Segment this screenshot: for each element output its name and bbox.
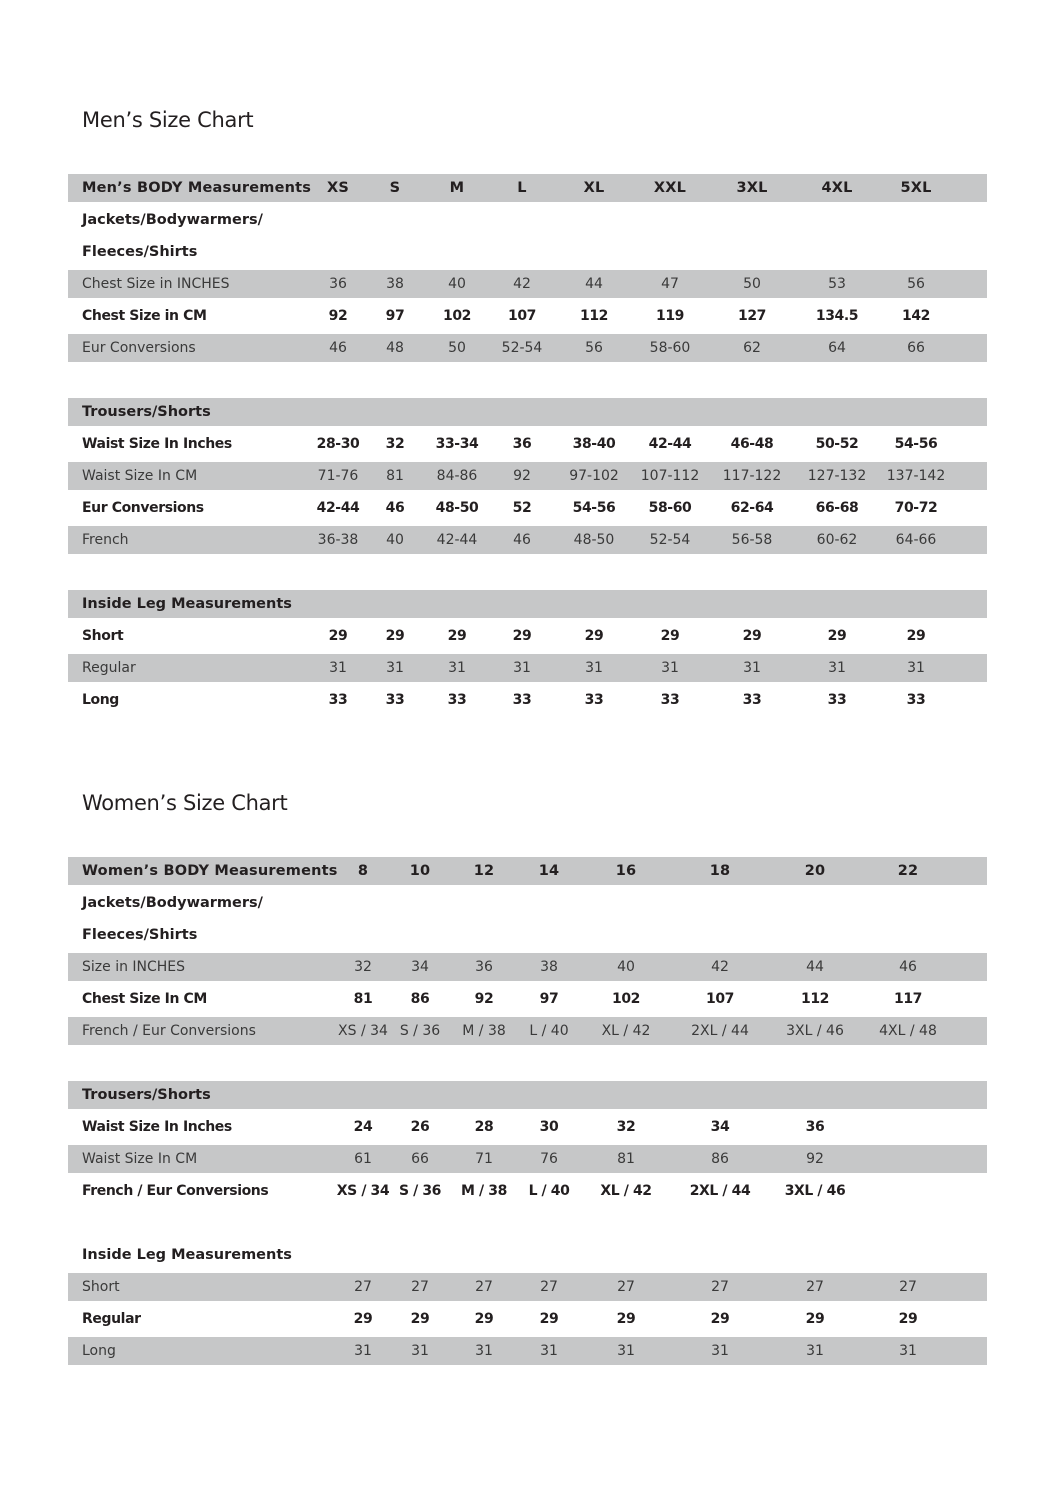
cell: 56-58 [731, 532, 773, 548]
cell: 84-86 [436, 468, 478, 484]
cell: 119 [655, 308, 685, 324]
cell: 52-54 [649, 532, 691, 548]
cell: 40 [448, 276, 466, 292]
row-label: Waist Size In CM [82, 1151, 198, 1167]
womens-header-label: Women’s BODY Measurements [82, 863, 338, 879]
cell: 27 [617, 1279, 635, 1295]
cell: 34 [710, 1119, 730, 1135]
cell: 33 [742, 692, 762, 708]
cell: 38 [386, 276, 404, 292]
cell: 40 [617, 959, 635, 975]
cell: 3XL / 46 [784, 1183, 846, 1199]
cell: 64 [828, 340, 846, 356]
cell: 92 [328, 308, 348, 324]
cell: 31 [354, 1343, 372, 1359]
cell: 2XL / 44 [691, 1023, 749, 1039]
cell: 81 [386, 468, 404, 484]
cell: 27 [711, 1279, 729, 1295]
row-label: Size in INCHES [82, 959, 186, 975]
cell: 29 [447, 628, 467, 644]
cell: 29 [660, 628, 680, 644]
mens-inside-leg-section-heading [68, 590, 987, 618]
cell: 46 [899, 959, 917, 975]
cell: 33-34 [435, 436, 479, 452]
cell: 29 [474, 1311, 494, 1327]
cell: XL / 42 [600, 1183, 652, 1199]
cell: 29 [827, 628, 847, 644]
womens-chart-title: Women’s Size Chart [82, 791, 288, 815]
table-row [68, 1113, 987, 1141]
cell: 31 [540, 1343, 558, 1359]
cell: 58-60 [649, 340, 691, 356]
size-col-header: XS [326, 180, 350, 196]
row-label: Eur Conversions [82, 340, 196, 356]
cell: 61 [354, 1151, 372, 1167]
cell: 31 [585, 660, 603, 676]
cell: 32 [385, 436, 405, 452]
cell: M / 38 [462, 1023, 506, 1039]
cell: 36 [329, 276, 347, 292]
row-label: Chest Size in INCHES [82, 276, 230, 292]
cell: 31 [513, 660, 531, 676]
row-label: French / Eur Conversions [82, 1023, 256, 1039]
cell: 31 [899, 1343, 917, 1359]
cell: 92 [474, 991, 494, 1007]
cell: 66-68 [815, 500, 859, 516]
cell: 29 [898, 1311, 918, 1327]
cell: 33 [447, 692, 467, 708]
size-col-header: 10 [409, 863, 431, 879]
cell: 81 [617, 1151, 635, 1167]
cell: 97 [385, 308, 405, 324]
size-col-header: 22 [897, 863, 919, 879]
cell: 33 [660, 692, 680, 708]
cell: 27 [354, 1279, 372, 1295]
cell: 71-76 [317, 468, 359, 484]
cell: 127-132 [807, 468, 867, 484]
cell: 36-38 [317, 532, 359, 548]
cell: 31 [907, 660, 925, 676]
cell: 134.5 [815, 308, 859, 324]
cell: 31 [711, 1343, 729, 1359]
cell: 3XL / 46 [786, 1023, 844, 1039]
size-col-header: 16 [615, 863, 637, 879]
table-row [68, 985, 987, 1013]
table-row [68, 1177, 987, 1205]
size-col-header: 4XL [821, 180, 853, 196]
cell: 31 [448, 660, 466, 676]
cell: 29 [385, 628, 405, 644]
cell: L / 40 [528, 1183, 570, 1199]
cell: 47 [661, 276, 679, 292]
cell: 50 [448, 340, 466, 356]
section-heading: Jackets/Bodywarmers/ [82, 212, 263, 228]
table-row [68, 462, 987, 490]
table-row [68, 622, 987, 650]
cell: 29 [539, 1311, 559, 1327]
cell: 50-52 [815, 436, 859, 452]
cell: 92 [806, 1151, 824, 1167]
cell: 42-44 [316, 500, 360, 516]
cell: 38 [540, 959, 558, 975]
cell: 117-122 [722, 468, 782, 484]
cell: 48-50 [573, 532, 615, 548]
cell: 137-142 [886, 468, 946, 484]
size-col-header: XL [583, 180, 605, 196]
cell: 28 [474, 1119, 494, 1135]
womens-jackets-section-heading-2 [68, 921, 987, 949]
table-row [68, 1273, 987, 1301]
cell: 102 [442, 308, 472, 324]
cell: M / 38 [461, 1183, 507, 1199]
cell: 34 [411, 959, 429, 975]
cell: 42-44 [648, 436, 692, 452]
cell: 24 [353, 1119, 373, 1135]
row-label: French / Eur Conversions [82, 1183, 269, 1199]
cell: 42 [711, 959, 729, 975]
cell: 112 [579, 308, 609, 324]
size-col-header: L [517, 180, 527, 196]
cell: 29 [710, 1311, 730, 1327]
cell: 107 [705, 991, 735, 1007]
cell: 31 [386, 660, 404, 676]
cell: 31 [329, 660, 347, 676]
cell: XL / 42 [601, 1023, 651, 1039]
cell: 86 [711, 1151, 729, 1167]
cell: 117 [893, 991, 923, 1007]
womens-trousers-section-heading [68, 1081, 987, 1109]
size-col-header: XXL [653, 180, 687, 196]
cell: 42 [513, 276, 531, 292]
cell: 66 [907, 340, 925, 356]
cell: 33 [906, 692, 926, 708]
cell: 36 [475, 959, 493, 975]
table-row [68, 1017, 987, 1045]
table-row [68, 334, 987, 362]
cell: 66 [411, 1151, 429, 1167]
row-label: Regular [82, 1311, 141, 1327]
table-row [68, 1305, 987, 1333]
cell: 52 [512, 500, 532, 516]
cell: 29 [584, 628, 604, 644]
row-label: Regular [82, 660, 136, 676]
table-row [68, 270, 987, 298]
cell: 97-102 [569, 468, 619, 484]
cell: 102 [611, 991, 641, 1007]
cell: 31 [806, 1343, 824, 1359]
cell: 29 [328, 628, 348, 644]
cell: 107-112 [640, 468, 700, 484]
cell: 33 [328, 692, 348, 708]
cell: 29 [616, 1311, 636, 1327]
cell: 62-64 [730, 500, 774, 516]
cell: 28-30 [316, 436, 360, 452]
cell: 36 [805, 1119, 825, 1135]
mens-header-row [68, 174, 987, 202]
row-label: Eur Conversions [82, 500, 204, 516]
table-row [68, 953, 987, 981]
size-col-header: 14 [538, 863, 560, 879]
cell: 29 [805, 1311, 825, 1327]
row-label: Short [82, 1279, 120, 1295]
row-label: Waist Size In CM [82, 468, 198, 484]
cell: 27 [899, 1279, 917, 1295]
section-heading: Trousers/Shorts [82, 404, 211, 420]
cell: 27 [475, 1279, 493, 1295]
table-row [68, 526, 987, 554]
section-heading: Jackets/Bodywarmers/ [82, 895, 263, 911]
cell: 52-54 [501, 340, 543, 356]
table-row [68, 302, 987, 330]
cell: 56 [585, 340, 603, 356]
row-label: French [82, 532, 129, 548]
mens-jackets-section-heading [68, 206, 987, 234]
cell: 48-50 [435, 500, 479, 516]
cell: 62 [743, 340, 761, 356]
cell: 30 [539, 1119, 559, 1135]
table-row [68, 430, 987, 458]
cell: 42-44 [436, 532, 478, 548]
cell: 38-40 [572, 436, 616, 452]
cell: 56 [907, 276, 925, 292]
size-col-header: 8 [357, 863, 369, 879]
table-row [68, 1337, 987, 1365]
cell: 46 [385, 500, 405, 516]
mens-chart-title: Men’s Size Chart [82, 108, 254, 132]
cell: XS / 34 [336, 1183, 390, 1199]
cell: 31 [475, 1343, 493, 1359]
cell: 31 [828, 660, 846, 676]
cell: 86 [410, 991, 430, 1007]
table-row [68, 1145, 987, 1173]
womens-header-row [68, 857, 987, 885]
cell: 40 [386, 532, 404, 548]
cell: 127 [737, 308, 767, 324]
mens-trousers-section-heading [68, 398, 987, 426]
section-heading: Fleeces/Shirts [82, 244, 198, 260]
cell: 142 [901, 308, 931, 324]
cell: L / 40 [529, 1023, 569, 1039]
row-label: Short [82, 628, 124, 644]
size-col-header: 18 [709, 863, 731, 879]
cell: 29 [906, 628, 926, 644]
mens-header-label: Men’s BODY Measurements [82, 180, 312, 196]
cell: 54-56 [572, 500, 616, 516]
table-row [68, 654, 987, 682]
cell: 27 [540, 1279, 558, 1295]
cell: 46 [513, 532, 531, 548]
size-col-header: 5XL [900, 180, 932, 196]
cell: 107 [507, 308, 537, 324]
cell: 29 [353, 1311, 373, 1327]
cell: 33 [385, 692, 405, 708]
cell: 26 [410, 1119, 430, 1135]
cell: 36 [512, 436, 532, 452]
section-heading: Trousers/Shorts [82, 1087, 211, 1103]
cell: 31 [411, 1343, 429, 1359]
row-label: Chest Size in CM [82, 308, 207, 324]
cell: 31 [743, 660, 761, 676]
cell: 81 [353, 991, 373, 1007]
cell: 50 [743, 276, 761, 292]
cell: 2XL / 44 [689, 1183, 751, 1199]
row-label: Long [82, 1343, 116, 1359]
cell: 70-72 [894, 500, 938, 516]
cell: 29 [512, 628, 532, 644]
section-heading: Fleeces/Shirts [82, 927, 198, 943]
cell: 46 [329, 340, 347, 356]
mens-jackets-section-heading-2 [68, 238, 987, 266]
womens-inside-leg-section-heading [68, 1241, 987, 1269]
row-label: Long [82, 692, 119, 708]
cell: 46-48 [730, 436, 774, 452]
cell: 44 [806, 959, 824, 975]
cell: S / 36 [399, 1023, 441, 1039]
size-col-header: 3XL [736, 180, 768, 196]
cell: 44 [585, 276, 603, 292]
womens-jackets-section-heading [68, 889, 987, 917]
size-col-header: 20 [804, 863, 826, 879]
table-row [68, 494, 987, 522]
size-col-header: M [449, 180, 465, 196]
cell: 97 [539, 991, 559, 1007]
cell: 29 [742, 628, 762, 644]
cell: 29 [410, 1311, 430, 1327]
table-row [68, 686, 987, 714]
row-label: Chest Size In CM [82, 991, 207, 1007]
row-label: Waist Size In Inches [82, 1119, 232, 1135]
cell: 31 [661, 660, 679, 676]
cell: 76 [540, 1151, 558, 1167]
cell: 92 [513, 468, 531, 484]
row-label: Waist Size In Inches [82, 436, 232, 452]
cell: XS / 34 [338, 1023, 388, 1039]
cell: 54-56 [894, 436, 938, 452]
cell: 27 [411, 1279, 429, 1295]
cell: 32 [354, 959, 372, 975]
cell: 48 [386, 340, 404, 356]
cell: 33 [584, 692, 604, 708]
size-col-header: 12 [473, 863, 495, 879]
size-col-header: S [389, 180, 401, 196]
cell: 4XL / 48 [879, 1023, 937, 1039]
section-heading: Inside Leg Measurements [82, 1247, 292, 1263]
cell: 53 [828, 276, 846, 292]
cell: 60-62 [816, 532, 858, 548]
cell: 31 [617, 1343, 635, 1359]
cell: 112 [800, 991, 830, 1007]
cell: 71 [475, 1151, 493, 1167]
cell: 58-60 [648, 500, 692, 516]
cell: 33 [512, 692, 532, 708]
cell: 27 [806, 1279, 824, 1295]
section-heading: Inside Leg Measurements [82, 596, 292, 612]
cell: 33 [827, 692, 847, 708]
cell: 64-66 [895, 532, 937, 548]
cell: S / 36 [398, 1183, 442, 1199]
cell: 32 [616, 1119, 636, 1135]
